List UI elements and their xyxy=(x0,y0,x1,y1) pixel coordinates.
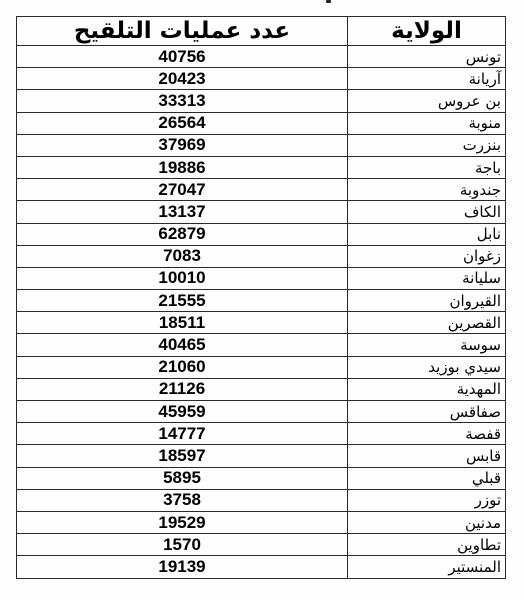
table-row xyxy=(17,423,506,445)
vaccination-count-cell: 10010 xyxy=(17,267,348,289)
vaccination-count-cell: 45959 xyxy=(17,401,348,423)
vaccination-count-cell: 18597 xyxy=(17,445,348,467)
vaccination-count-cell: 33313 xyxy=(17,90,348,112)
vaccination-count-cell: 62879 xyxy=(17,223,348,245)
governorate-cell: القصرين xyxy=(348,312,506,334)
vaccination-count-cell: 7083 xyxy=(17,245,348,267)
governorate-cell: صفاقس xyxy=(348,401,506,423)
table-row xyxy=(17,290,506,312)
vaccination-count-cell: 19139 xyxy=(17,556,348,578)
vaccination-count-cell: 37969 xyxy=(17,134,348,156)
governorate-cell: المنستير xyxy=(348,556,506,578)
vaccination-count-cell: 18511 xyxy=(17,312,348,334)
governorate-cell: سوسة xyxy=(348,334,506,356)
table-row xyxy=(17,556,506,578)
table-row xyxy=(17,245,506,267)
table-row xyxy=(17,90,506,112)
header-governorate: الولاية xyxy=(348,17,506,46)
table-row xyxy=(17,267,506,289)
table-header-row xyxy=(17,17,506,46)
vaccination-count-cell: 26564 xyxy=(17,112,348,134)
vaccination-count-cell: 27047 xyxy=(17,179,348,201)
vaccination-count-cell: 40756 xyxy=(17,46,348,68)
governorate-cell: سليانة xyxy=(348,267,506,289)
governorate-cell: منوبة xyxy=(348,112,506,134)
table-row xyxy=(17,223,506,245)
governorate-cell: مدنين xyxy=(348,511,506,533)
vaccination-count-cell: 40465 xyxy=(17,334,348,356)
table-row xyxy=(17,489,506,511)
governorate-cell: نابل xyxy=(348,223,506,245)
vaccination-count-cell: 13137 xyxy=(17,201,348,223)
governorate-cell: جندوبة xyxy=(348,179,506,201)
table-row xyxy=(17,467,506,489)
vaccination-count-cell: 19529 xyxy=(17,511,348,533)
header-vaccination-count: عدد عمليات التلقيح xyxy=(17,17,348,46)
table-row xyxy=(17,511,506,533)
table-row xyxy=(17,112,506,134)
table-row xyxy=(17,179,506,201)
table-row xyxy=(17,334,506,356)
governorate-cell: بنزرت xyxy=(348,134,506,156)
table-row xyxy=(17,201,506,223)
governorate-cell: تطاوين xyxy=(348,534,506,556)
vaccination-count-cell: 1570 xyxy=(17,534,348,556)
governorate-cell: المهدية xyxy=(348,378,506,400)
vaccination-count-cell: 3758 xyxy=(17,489,348,511)
vaccination-count-cell: 5895 xyxy=(17,467,348,489)
vaccination-count-cell: 20423 xyxy=(17,68,348,90)
vaccination-count-cell: 21060 xyxy=(17,356,348,378)
vaccination-count-cell: 14777 xyxy=(17,423,348,445)
governorate-cell: تونس xyxy=(348,46,506,68)
governorate-cell: قبلي xyxy=(348,467,506,489)
table-row xyxy=(17,312,506,334)
governorate-cell: قابس xyxy=(348,445,506,467)
table-row xyxy=(17,401,506,423)
table-row xyxy=(17,46,506,68)
governorate-cell: باجة xyxy=(348,156,506,178)
vaccination-count-cell: 19886 xyxy=(17,156,348,178)
governorate-cell: الكاف xyxy=(348,201,506,223)
table-body xyxy=(17,46,506,579)
table-row xyxy=(17,356,506,378)
table-row xyxy=(17,445,506,467)
governorate-cell: توزر xyxy=(348,489,506,511)
governorate-cell: القيروان xyxy=(348,290,506,312)
governorate-cell: بن عروس xyxy=(348,90,506,112)
governorate-cell: آريانة xyxy=(348,68,506,90)
governorate-cell: سيدي بوزيد xyxy=(348,356,506,378)
vaccination-table xyxy=(16,16,506,579)
governorate-cell: زغوان xyxy=(348,245,506,267)
table-row xyxy=(17,134,506,156)
governorate-cell: قفصة xyxy=(348,423,506,445)
table-row xyxy=(17,68,506,90)
table-row xyxy=(17,156,506,178)
table-row xyxy=(17,534,506,556)
table-row xyxy=(17,378,506,400)
stray-mark xyxy=(326,0,331,3)
vaccination-count-cell: 21126 xyxy=(17,378,348,400)
vaccination-count-cell: 21555 xyxy=(17,290,348,312)
